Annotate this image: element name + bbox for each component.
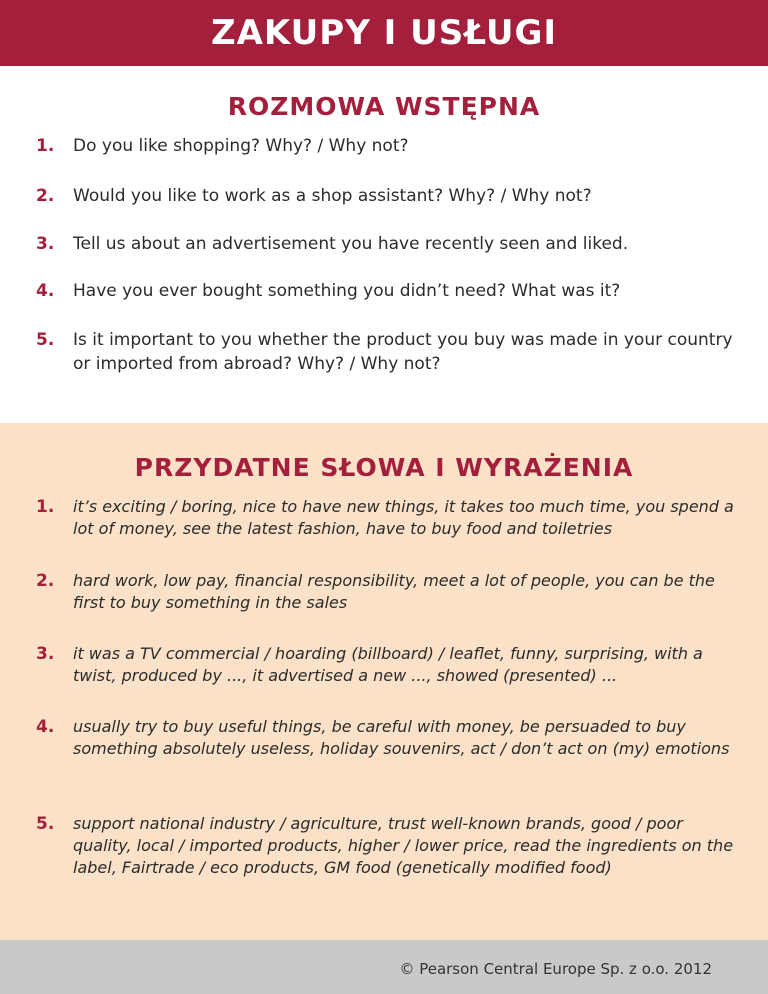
phrase-item bbox=[36, 716, 736, 760]
phrase-number: 4. bbox=[36, 717, 55, 737]
phrase-text: usually try to buy useful things, be careful with money, be persuaded to buy something absolutely useless, holiday souvenirs, act / don’t act on (my) emotions bbox=[73, 717, 730, 758]
intro-questions-section bbox=[0, 66, 768, 423]
question-text: Do you like shopping? Why? / Why not? bbox=[73, 136, 409, 156]
phrase-text: it was a TV commercial / hoarding (billboard) / leaflet, funny, surprising, with a twist, produced by ..., it advertised a new ..., showed (presented) ... bbox=[73, 644, 703, 685]
question-item bbox=[36, 232, 736, 256]
question-item bbox=[36, 134, 736, 158]
question-text: Have you ever bought something you didn’t need? What was it? bbox=[73, 281, 621, 301]
phrase-number: 2. bbox=[36, 571, 55, 591]
question-number: 3. bbox=[36, 234, 55, 254]
phrase-item bbox=[36, 570, 736, 614]
phrase-text: it’s exciting / boring, nice to have new things, it takes too much time, you spend a lot of money, see the latest fashion, have to buy food and toiletries bbox=[73, 497, 734, 538]
footer bbox=[0, 940, 768, 994]
phrase-item bbox=[36, 643, 736, 687]
phrase-item bbox=[36, 813, 736, 879]
phrase-number: 1. bbox=[36, 497, 55, 517]
useful-phrases-section bbox=[0, 423, 768, 940]
phrase-text: support national industry / agriculture, trust well-known brands, good / poor quality, local / imported products, higher / lower price, read the ingredients on the label, Fairtrade / eco products, GM food (genetically modified food) bbox=[73, 814, 734, 877]
phrase-number: 3. bbox=[36, 644, 55, 664]
question-text: Would you like to work as a shop assistant? Why? / Why not? bbox=[73, 186, 592, 206]
phrase-text: hard work, low pay, financial responsibility, meet a lot of people, you can be the first to buy something in the sales bbox=[73, 571, 715, 612]
question-item bbox=[36, 328, 736, 376]
question-number: 2. bbox=[36, 186, 55, 206]
question-number: 1. bbox=[36, 136, 55, 156]
section-title-intro: ROZMOWA WSTĘPNA bbox=[227, 92, 541, 121]
question-number: 4. bbox=[36, 281, 55, 301]
copyright-text: © Pearson Central Europe Sp. z o.o. 2012 bbox=[399, 960, 712, 978]
header-banner bbox=[0, 0, 768, 66]
question-text: Is it important to you whether the product you buy was made in your country or imported from abroad? Why? / Why not? bbox=[73, 330, 733, 374]
question-text: Tell us about an advertisement you have recently seen and liked. bbox=[73, 234, 629, 254]
phrase-item bbox=[36, 496, 736, 540]
section-title-phrases: PRZYDATNE SŁOWA I WYRAŻENIA bbox=[134, 453, 634, 482]
question-number: 5. bbox=[36, 330, 55, 350]
question-item bbox=[36, 184, 736, 208]
question-item bbox=[36, 279, 736, 303]
page-title: ZAKUPY I USŁUGI bbox=[210, 13, 558, 53]
phrase-number: 5. bbox=[36, 814, 55, 834]
